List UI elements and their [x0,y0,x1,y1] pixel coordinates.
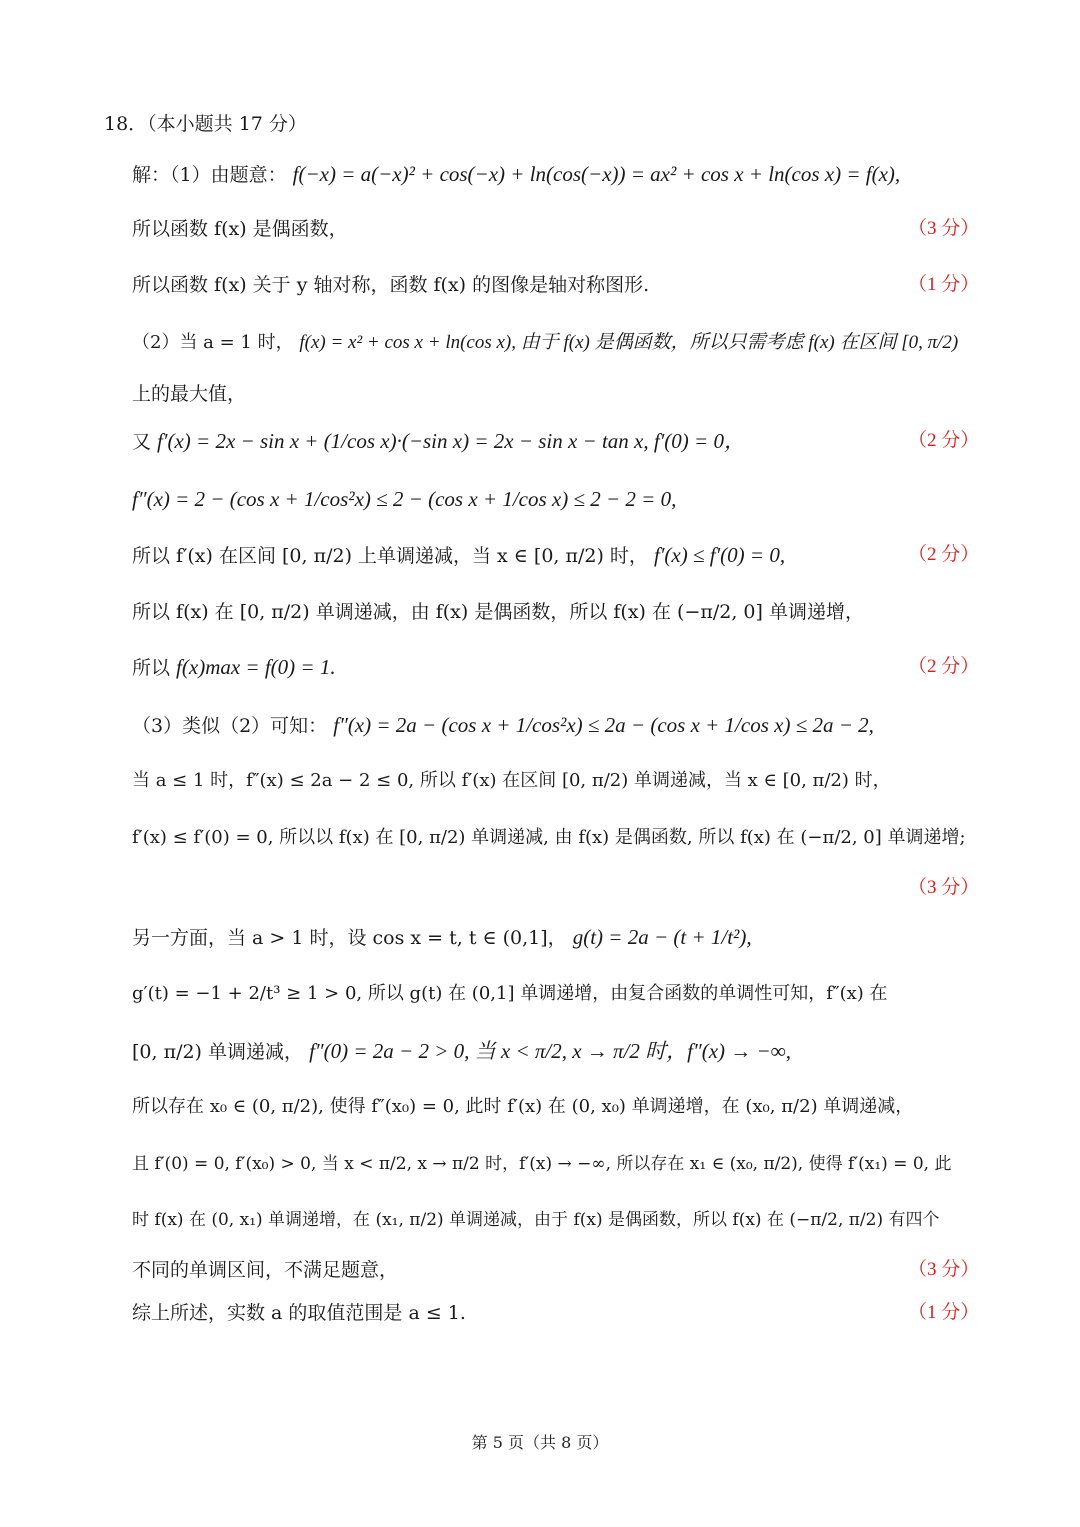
score-mark: （2 分） [908,544,980,565]
line-prefix: 所以 f(x) 在 [0, π/2) 单调递减，由 f(x) 是偶函数，所以 f(x) 在 (−π/2, 0] 单调递增， [132,601,864,623]
line-math: f′(x) = 2x − sin x + (1/cos x)·(−sin x) = 2x − sin x − tan x, f′(0) = 0， [157,429,745,453]
line-math: f(x) = x² + cos x + ln(cos x), 由于 f(x) 是偶函数，所以只需考虑 f(x) 在区间 [0, π/2) [299,332,959,353]
line-prefix: 当 a ≤ 1 时，f″(x) ≤ 2a − 2 ≤ 0, 所以 f′(x) 在区间 [0, π/2) 单调递减，当 x ∈ [0, π/2) 时， [132,770,891,791]
problem-heading: 18．（本小题共 17 分） [104,113,307,135]
solution-line-16 [132,1038,791,1065]
solution-line-7 [132,486,676,513]
line-prefix: 综上所述，实数 a 的取值范围是 a ≤ 1. [132,1302,466,1324]
line-prefix: g′(t) = −1 + 2/t³ ≥ 1 > 0, 所以 g(t) 在 (0,1] 单调递增，由复合函数的单调性可知，f″(x) 在 [132,983,888,1004]
line-prefix: 另一方面，当 a > 1 时，设 cos x = t, t ∈ (0,1]， [132,927,567,949]
line-prefix: 不同的单调区间，不满足题意， [132,1259,399,1281]
solution-line-5 [132,381,246,407]
line-prefix: 所以函数 f(x) 是偶函数， [132,218,348,240]
solution-line-6 [132,428,745,455]
line-prefix: [0, π/2) 单调递减， [132,1041,304,1063]
solution-line-9 [132,599,864,625]
score-mark: （2 分） [908,656,980,677]
line-math: f(x)max = f(0) = 1. [176,655,336,679]
line-prefix: 解：（1）由题意： [132,164,287,186]
line-prefix: 上的最大值， [132,383,247,405]
solution-line-13 [132,825,966,851]
line-math: f″(0) = 2a − 2 > 0, 当 x < π/2, x → π/2 时，f″(x) → −∞, [309,1039,791,1063]
solution-line-15 [132,981,888,1007]
line-math: g(t) = 2a − (t + 1/t²), [572,925,752,949]
score-mark: （3 分） [908,877,980,898]
solution-line-18 [132,1151,952,1177]
line-prefix: 且 f′(0) = 0, f′(x₀) > 0, 当 x < π/2, x → π/2 时，f′(x) → −∞, 所以存在 x₁ ∈ (x₀, π/2), 使得 f′(x₁) = 0, 此 [132,1154,952,1174]
solution-line-10 [132,654,336,681]
score-mark: （3 分） [908,218,980,239]
line-prefix: （2）当 a = 1 时， [132,332,294,353]
page-footer: 第 5 页（共 8 页） [471,1433,609,1452]
score-mark: （1 分） [908,1302,980,1323]
line-math: f(−x) = a(−x)² + cos(−x) + ln(cos(−x)) = ax² + cos x + ln(cos x) = f(x), [292,162,901,186]
line-prefix: 所以存在 x₀ ∈ (0, π/2), 使得 f″(x₀) = 0, 此时 f′(x) 在 (0, x₀) 单调递增，在 (x₀, π/2) 单调递减， [132,1096,914,1117]
solution-line-14 [132,924,752,951]
line-prefix: 所以函数 f(x) 关于 y 轴对称，函数 f(x) 的图像是轴对称图形. [132,274,650,296]
solution-line-2 [132,216,348,242]
solution-line-20 [132,1257,398,1283]
solution-line-8 [132,542,785,569]
solution-line-17 [132,1094,913,1120]
score-mark: （1 分） [908,274,980,295]
line-prefix: （3）类似（2）可知： [132,715,328,737]
line-prefix: 时 f(x) 在 (0, x₁) 单调递增，在 (x₁, π/2) 单调递减，由于 f(x) 是偶函数，所以 f(x) 在 (−π/2, π/2) 有四个 [132,1210,940,1230]
solution-line-1 [132,161,900,188]
solution-line-11 [132,712,874,739]
solution-line-21 [132,1300,466,1326]
solution-line-3 [132,272,649,298]
solution-line-4 [132,330,958,356]
line-prefix: 所以 f′(x) 在区间 [0, π/2) 上单调递减，当 x ∈ [0, π/2) 时， [132,545,648,567]
line-prefix: f′(x) ≤ f′(0) = 0, 所以以 f(x) 在 [0, π/2) 单调递减, 由 f(x) 是偶函数, 所以 f(x) 在 (−π/2, 0] 单调递增; [132,827,966,848]
solution-line-19 [132,1207,940,1233]
line-math: f″(x) = 2 − (cos x + 1/cos²x) ≤ 2 − (cos x + 1/cos x) ≤ 2 − 2 = 0, [132,487,677,511]
line-prefix: 所以 [132,657,177,679]
line-math: f″(x) = 2a − (cos x + 1/cos²x) ≤ 2a − (cos x + 1/cos x) ≤ 2a − 2, [333,713,874,737]
solution-line-12 [132,768,891,794]
score-mark: （3 分） [908,1259,980,1280]
line-math: f′(x) ≤ f′(0) = 0, [653,543,786,567]
score-mark: （2 分） [908,430,980,451]
line-prefix: 又 [132,431,158,453]
